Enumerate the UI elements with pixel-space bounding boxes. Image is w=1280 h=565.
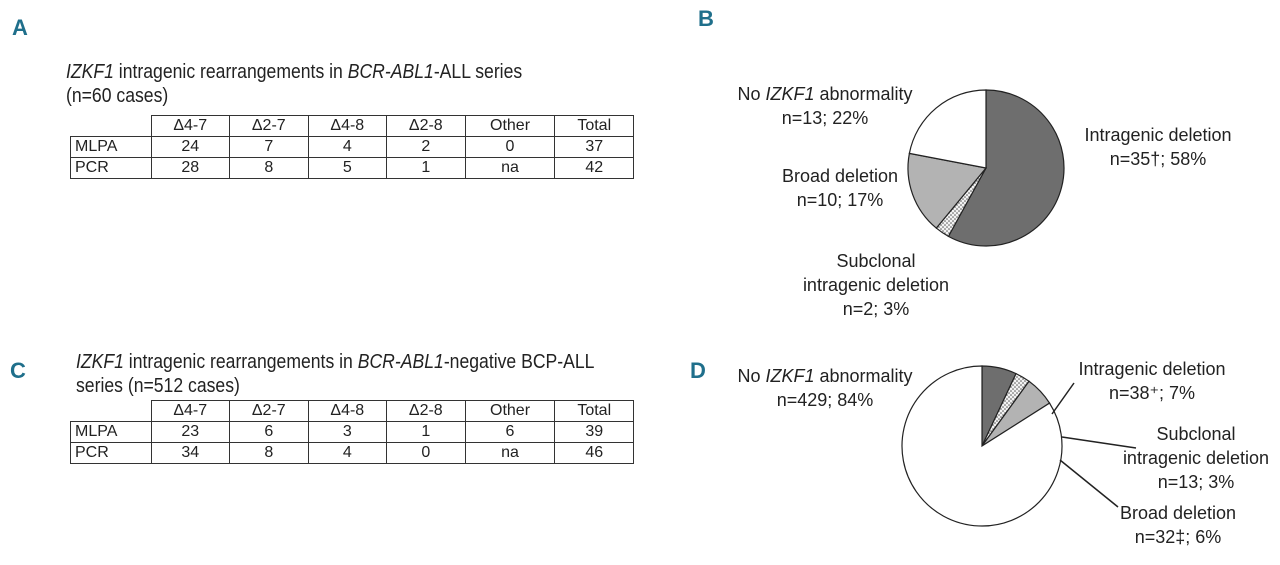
panel-letter-c: C bbox=[10, 358, 26, 383]
table-a-col-header: Δ4-8 bbox=[308, 116, 387, 137]
pie-d-label-none: No IZKF1 abnormality bbox=[737, 366, 913, 386]
table-a-cell: 37 bbox=[555, 137, 634, 158]
caption-a-gene: IZKF1 bbox=[66, 61, 114, 83]
table-a-cell: 5 bbox=[308, 158, 387, 179]
caption-c-line2: series (n=512 cases) bbox=[76, 375, 240, 397]
table-c-cell: 4 bbox=[308, 443, 387, 464]
table-c-cell: na bbox=[465, 443, 555, 464]
table-a-cell: na bbox=[465, 158, 555, 179]
table-a-row-label: PCR bbox=[71, 158, 152, 179]
table-c-col-header: Δ4-7 bbox=[151, 401, 230, 422]
table-c-cell: 1 bbox=[387, 422, 466, 443]
caption-c-post: -negative BCP-ALL bbox=[443, 351, 595, 373]
pie-b-label-intragenic: Intragenic deletion bbox=[1084, 125, 1232, 145]
table-c-row-label: MLPA bbox=[71, 422, 152, 443]
table-c-cell: 23 bbox=[151, 422, 230, 443]
table-a-col-header: Total bbox=[555, 116, 634, 137]
table-c-cell: 39 bbox=[555, 422, 634, 443]
panel-letter-a: A bbox=[12, 15, 28, 40]
caption-a-fusion: BCR-ABL1 bbox=[347, 61, 434, 83]
pie-b-label-broad-n: n=10; 17% bbox=[796, 190, 884, 210]
pie-b-label-subclonal: Subclonal bbox=[836, 251, 916, 271]
caption-a-mid: intragenic rearrangements in bbox=[113, 61, 348, 83]
pie-d-label-broad-n: n=32‡; 6% bbox=[1134, 527, 1222, 547]
table-c-cell: 34 bbox=[151, 443, 230, 464]
caption-c-gene: IZKF1 bbox=[76, 351, 124, 373]
pie-d-leader-intragenic bbox=[1052, 383, 1074, 414]
table-a-col-header: Δ2-7 bbox=[230, 116, 309, 137]
pie-d-label-subclonal-2: intragenic deletion bbox=[1122, 448, 1270, 468]
table-c-col-header: Other bbox=[465, 401, 555, 422]
pie-b bbox=[737, 84, 1231, 319]
pie-b-label-intragenic-n: n=35†; 58% bbox=[1109, 149, 1207, 169]
table-c-cell: 3 bbox=[308, 422, 387, 443]
caption-a-line2: (n=60 cases) bbox=[66, 85, 169, 107]
pie-d-leader-broad bbox=[1060, 460, 1118, 507]
table-a-cell: 7 bbox=[230, 137, 309, 158]
pie-d-label-broad: Broad deletion bbox=[1119, 503, 1237, 523]
table-a-col-header: Other bbox=[465, 116, 555, 137]
pie-b-label-subclonal-2: intragenic deletion bbox=[802, 275, 950, 295]
table-a-col-header: Δ2-8 bbox=[387, 116, 466, 137]
pie-d bbox=[737, 359, 1269, 547]
pie-d-label-intragenic-n: n=38⁺; 7% bbox=[1108, 383, 1196, 403]
table-a-cell: 4 bbox=[308, 137, 387, 158]
table-a-cell: 2 bbox=[387, 137, 466, 158]
pie-d-label-intragenic: Intragenic deletion bbox=[1078, 359, 1226, 379]
caption-c-mid: intragenic rearrangements in bbox=[123, 351, 358, 373]
panel-letter-b: B bbox=[698, 6, 714, 31]
pie-b-label-broad: Broad deletion bbox=[781, 166, 899, 186]
table-a-cell: 24 bbox=[151, 137, 230, 158]
table-c-cell: 8 bbox=[230, 443, 309, 464]
table-a-cell: 8 bbox=[230, 158, 309, 179]
caption-a-post: -ALL series bbox=[433, 61, 523, 83]
table-a-cell: 42 bbox=[555, 158, 634, 179]
pie-d-label-none-n: n=429; 84% bbox=[776, 390, 874, 410]
table-a-cell: 0 bbox=[465, 137, 555, 158]
table-a-col-header: Δ4-7 bbox=[151, 116, 230, 137]
table-c-col-header: Total bbox=[555, 401, 634, 422]
table-a-cell: 1 bbox=[387, 158, 466, 179]
table-c-col-header: Δ2-8 bbox=[387, 401, 466, 422]
table-a-row-label: MLPA bbox=[71, 137, 152, 158]
pie-d-leader-subclonal bbox=[1062, 437, 1136, 448]
pie-b-label-subclonal-n: n=2; 3% bbox=[842, 299, 910, 319]
pie-b-label-none: No IZKF1 abnormality bbox=[737, 84, 913, 104]
table-c-cell: 0 bbox=[387, 443, 466, 464]
pie-b-label-none-n: n=13; 22% bbox=[781, 108, 869, 128]
table-c-cell: 6 bbox=[465, 422, 555, 443]
table-c-col-header: Δ2-7 bbox=[230, 401, 309, 422]
table-c-col-header: Δ4-8 bbox=[308, 401, 387, 422]
panel-letter-d: D bbox=[690, 358, 706, 383]
table-c-cell: 6 bbox=[230, 422, 309, 443]
pie-d-label-subclonal-n: n=13; 3% bbox=[1157, 472, 1235, 492]
table-c-cell: 46 bbox=[555, 443, 634, 464]
table-c-row-label: PCR bbox=[71, 443, 152, 464]
caption-c-fusion: BCR-ABL1 bbox=[357, 351, 444, 373]
pie-d-label-subclonal: Subclonal bbox=[1156, 424, 1236, 444]
table-a-cell: 28 bbox=[151, 158, 230, 179]
